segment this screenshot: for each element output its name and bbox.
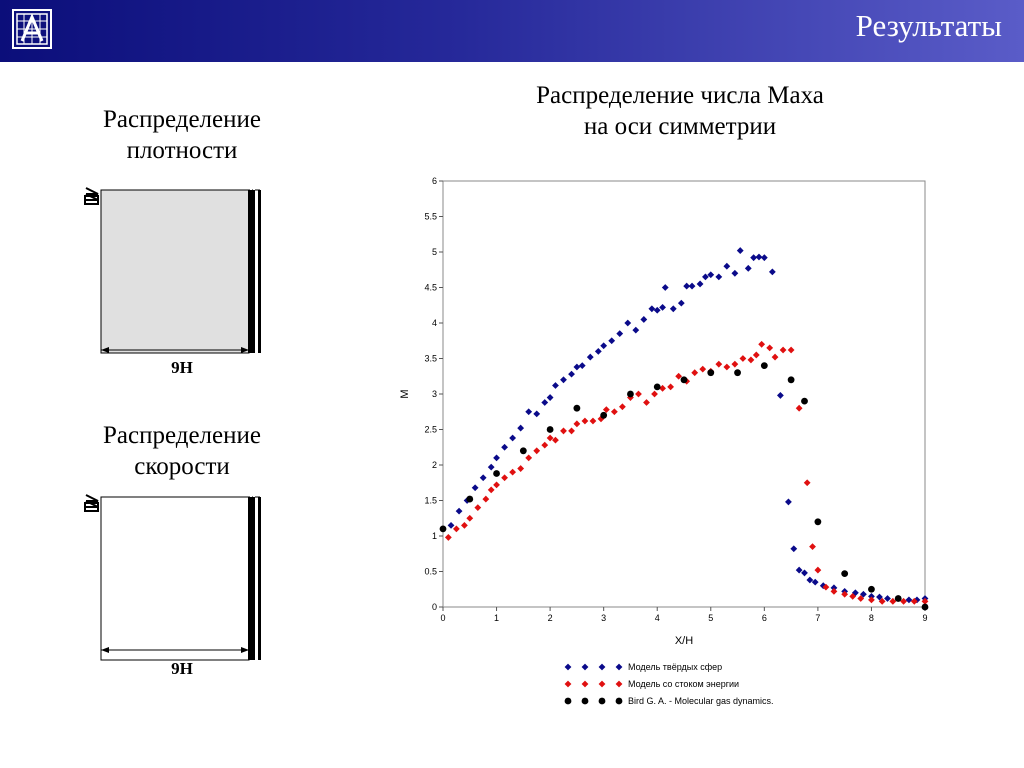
y-tick-label: 5 [431, 247, 437, 257]
y-tick-label: 4.5 [424, 282, 437, 293]
x-tick-label: 4 [654, 613, 660, 623]
series-3-point [466, 496, 473, 503]
y-axis-title: M [399, 389, 411, 399]
y-tick-label: 3 [431, 389, 437, 399]
series-3-point [573, 405, 580, 412]
series-3-point [868, 586, 875, 593]
density-field [101, 190, 249, 353]
velocity-dimension-label: 9H [171, 659, 193, 678]
x-tick-label: 6 [761, 613, 767, 623]
series-3-point [627, 391, 634, 398]
y-tick-label: 3.5 [424, 353, 437, 364]
title-bar [0, 0, 1024, 62]
series-3-point [761, 362, 768, 369]
legend-marker [599, 664, 606, 671]
y-tick-label: 1.5 [424, 495, 437, 506]
legend-marker [616, 698, 623, 705]
x-tick-label: 7 [815, 613, 821, 623]
y-tick-label: 0.5 [424, 566, 437, 577]
series-3-point [493, 470, 500, 477]
series-3-point [547, 426, 554, 433]
legend-marker [599, 698, 606, 705]
velocity-field [101, 497, 249, 660]
y-tick-label: 1 [431, 531, 437, 541]
series-3-point [801, 398, 808, 405]
legend-entry-2: Модель со стоком энергии [628, 679, 740, 689]
plot-area [443, 181, 925, 607]
series-3-point [681, 376, 688, 383]
velocity-caption [62, 420, 302, 482]
x-tick-label: 2 [547, 613, 553, 623]
chart-caption [460, 80, 900, 142]
density-dimension-label: 9H [171, 358, 193, 377]
y-tick-label: 4 [431, 318, 437, 328]
legend-marker [582, 681, 589, 688]
y-tick-label: 2 [431, 460, 437, 470]
series-3-point [440, 526, 447, 533]
density-caption-line-1: Распределение [103, 106, 261, 133]
university-logo-icon [12, 9, 52, 49]
legend-marker [599, 681, 606, 688]
legend-marker [565, 698, 572, 705]
chart-caption-line-2: на оси симметрии [583, 113, 777, 140]
x-tick-label: 5 [708, 613, 714, 623]
density-caption-line-2: плотности [126, 137, 238, 164]
series-3-point [841, 570, 848, 577]
chart-caption-line-1: Распределение числа Маха [536, 82, 824, 109]
legend-entry-1: Модель твёрдых сфер [628, 662, 723, 672]
y-tick-label: 5.5 [424, 211, 437, 222]
series-3-point [707, 369, 714, 376]
legend-marker [616, 681, 623, 688]
x-tick-label: 0 [440, 613, 446, 623]
x-tick-label: 9 [922, 613, 928, 623]
x-tick-label: 3 [601, 613, 607, 623]
density-caption [62, 104, 302, 166]
series-3-point [520, 447, 527, 454]
x-tick-label: 1 [494, 613, 500, 623]
legend-marker [582, 664, 589, 671]
series-3-point [654, 384, 661, 391]
velocity-caption-line-1: Распределение [103, 422, 261, 449]
series-3-point [788, 376, 795, 383]
mach-number-chart [390, 170, 950, 730]
x-tick-label: 8 [868, 613, 874, 623]
slide-title: Результаты [855, 8, 1002, 43]
legend-entry-3: Bird G. A. - Molecular gas dynamics. [628, 696, 774, 706]
series-3-point [814, 518, 821, 525]
series-3-point [895, 595, 902, 602]
legend-marker [565, 664, 572, 671]
y-tick-label: 6 [431, 176, 437, 186]
density-distribution-diagram [80, 180, 280, 380]
series-3-point [600, 412, 607, 419]
legend-marker [616, 664, 623, 671]
y-tick-label: 0 [431, 602, 437, 612]
legend-marker [565, 681, 572, 688]
velocity-caption-line-2: скорости [134, 453, 230, 480]
y-tick-label: 2.5 [424, 424, 437, 435]
x-axis-title: X/H [674, 635, 694, 647]
series-3-point [922, 604, 929, 611]
series-3-point [734, 369, 741, 376]
legend-marker [582, 698, 589, 705]
velocity-distribution-diagram [80, 487, 280, 687]
